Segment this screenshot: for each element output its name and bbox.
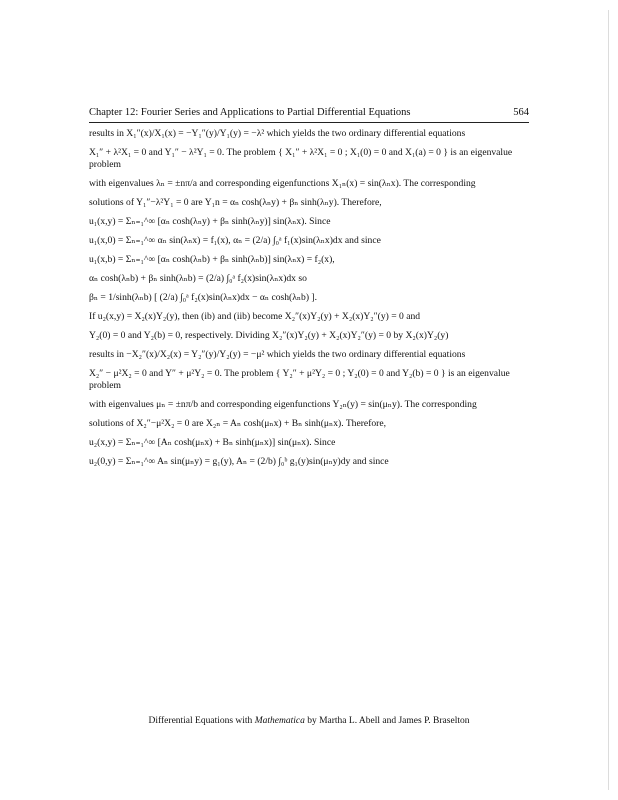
footer-book-title: Mathematica	[254, 716, 305, 726]
chapter-title: Chapter 12: Fourier Series and Applications to Partial Differential Equations	[89, 107, 411, 118]
equation-line-14: with eigenvalues μₙ = ±nπ/b and corresponding eigenfunctions Y₂ₙ(y) = sin(μₙy). The corresponding	[89, 398, 477, 410]
equation-line-3: with eigenvalues λₙ = ±nπ/a and corresponding eigenfunctions X₁ₙ(x) = sin(λₙx). The corresponding	[89, 177, 476, 189]
equation-line-8: αₙ cosh(λₙb) + βₙ sinh(λₙb) = (2/a) ∫₀ᵃ f₂(x)sin(λₙx)dx so	[89, 272, 307, 284]
equation-line-6: u₁(x,0) = Σₙ₌₁^∞ αₙ sin(λₙx) = f₁(x), αₙ = (2/a) ∫₀ᵃ f₁(x)sin(λₙx)dx and since	[89, 234, 381, 246]
equation-line-4: solutions of Y₁″−λ²Y₁ = 0 are Y₁n = αₙ cosh(λₙy) + βₙ sinh(λₙy). Therefore,	[89, 196, 382, 208]
equation-line-17: u₂(0,y) = Σₙ₌₁^∞ Aₙ sin(μₙy) = g₁(y), Aₙ = (2/b) ∫₀ᵇ g₁(y)sin(μₙy)dy and since	[89, 455, 389, 467]
page-body	[89, 128, 534, 475]
page-edge-line	[608, 10, 609, 790]
equation-line-10: If u₂(x,y) = X₂(x)Y₂(y), then (ib) and (iib) become X₂″(x)Y₂(y) + X₂(x)Y₂″(y) = 0 and	[89, 310, 421, 322]
equation-line-12: results in −X₂″(x)/X₂(x) = Y₂″(y)/Y₂(y) = −μ² which yields the two ordinary differential equations	[89, 348, 466, 360]
equation-line-16: u₂(x,y) = Σₙ₌₁^∞ [Aₙ cosh(μₙx) + Bₙ sinh(μₙx)] sin(μₙx). Since	[89, 436, 336, 448]
page-footer	[0, 716, 618, 726]
equation-line-15: solutions of X₂″−μ²X₂ = 0 are X₂ₙ = Aₙ cosh(μₙx) + Bₙ sinh(μₙx). Therefore,	[89, 417, 387, 429]
page-number: 564	[513, 107, 529, 118]
equation-line-11: Y₂(0) = 0 and Y₂(b) = 0, respectively. Dividing X₂″(x)Y₂(y) + X₂(x)Y₂″(y) = 0 by X₂(x)Y₂(y)	[89, 329, 449, 341]
equation-line-9: βₙ = 1/sinh(λₙb) [ (2/a) ∫₀ᵃ f₂(x)sin(λₙx)dx − αₙ cosh(λₙb) ].	[89, 291, 318, 303]
footer-prefix: Differential Equations with	[148, 716, 255, 726]
header-rule	[89, 122, 529, 123]
equation-line-13: X₂″ − μ²X₂ = 0 and Y″ + μ²Y₂ = 0. The problem { Y₂″ + μ²Y₂ = 0 ; Y₂(0) = 0 and Y₂(b) = 0 } is an eigenvalue problem	[89, 367, 510, 391]
equation-line-5: u₁(x,y) = Σₙ₌₁^∞ [αₙ cosh(λₙy) + βₙ sinh(λₙy)] sin(λₙx). Since	[89, 215, 331, 227]
equation-line-1: results in X₁″(x)/X₁(x) = −Y₁″(y)/Y₁(y) = −λ² which yields the two ordinary differential equations	[89, 128, 466, 139]
footer-authors: by Martha L. Abell and James P. Braselton	[304, 716, 470, 726]
equation-line-7: u₁(x,b) = Σₙ₌₁^∞ [αₙ cosh(λₙb) + βₙ sinh(λₙb)] sin(λₙx) = f₂(x),	[89, 253, 335, 265]
equation-line-2: X₁″ + λ²X₁ = 0 and Y₁″ − λ²Y₁ = 0. The problem { X₁″ + λ²X₁ = 0 ; X₁(0) = 0 and X₁(a) = 0 } is an eigenvalue problem	[89, 146, 513, 170]
